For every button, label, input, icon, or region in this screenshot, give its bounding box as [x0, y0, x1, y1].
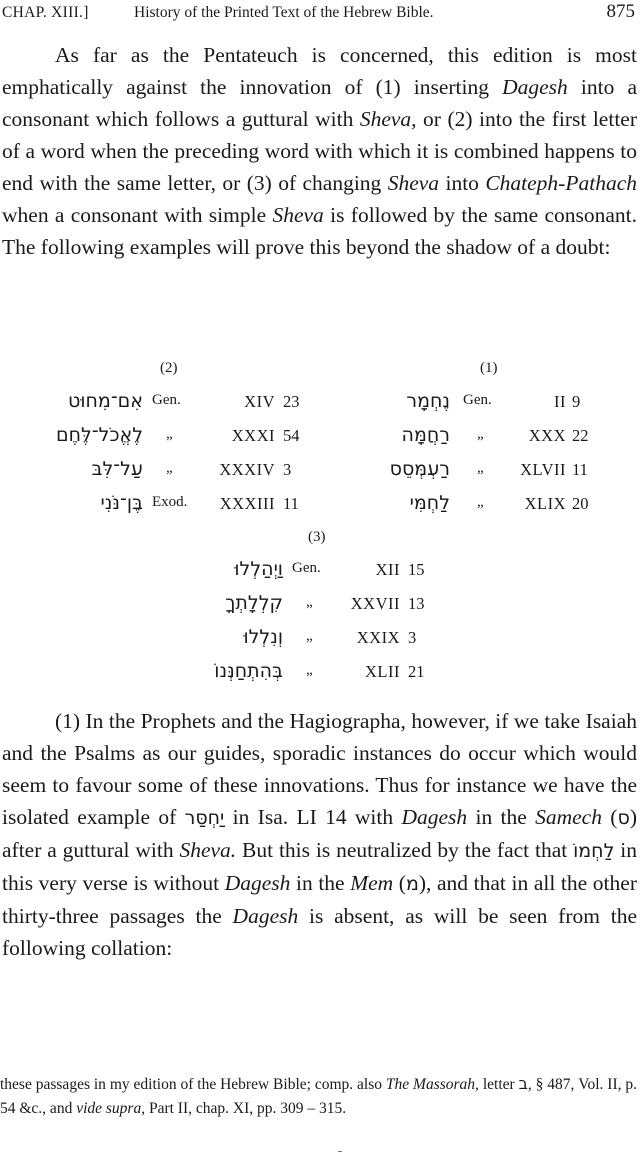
verse-number: 22: [572, 426, 589, 445]
chapter-number: XII: [375, 560, 400, 579]
book-name: „: [306, 594, 313, 610]
hebrew-word: בְּהִתְחַנְּנוֹ: [214, 660, 283, 682]
page-mark: [338, 1151, 342, 1152]
running-title: History of the Printed Text of the Hebrew Bible.: [134, 4, 434, 21]
hebrew-word: בֶּן־נֹּנִי: [100, 492, 143, 514]
hebrew-word: אִם־מִחוּט: [68, 390, 143, 412]
verse-number: 13: [408, 594, 425, 613]
footnote: these passages in my edition of the Hebrew Bible; comp. also The Massorah, letter ב, § 487, Vol. II, p. 54 &c., and vide supra, Part II, chap. XI, pp. 309 – 315.: [0, 1074, 637, 1117]
table-row: [0, 492, 641, 522]
verse-number: 9: [572, 392, 581, 411]
chapter-number: XXIX: [356, 628, 400, 647]
hebrew-word: לַחְמִּי: [409, 492, 450, 514]
chapter-number: XXVII: [350, 594, 400, 613]
chapter-number: XLIX: [524, 494, 566, 513]
chapter-number: XIV: [244, 392, 275, 411]
chapter-number: II: [554, 392, 566, 411]
verse-number: 11: [283, 494, 299, 513]
hebrew-word: רַחֲמָּה: [401, 424, 450, 446]
hebrew-word: וְנִלְלוּ: [243, 626, 283, 648]
chapter-number: XLII: [365, 662, 400, 681]
verse-number: 23: [283, 392, 300, 411]
verse-number: 15: [408, 560, 425, 579]
verse-number: 54: [283, 426, 300, 445]
table-row: [0, 558, 641, 588]
hebrew-word: לֶאֱכֹל־לֶּחֶם: [55, 424, 143, 446]
chapter-number: XXXI: [231, 426, 275, 445]
chapter-number: XLVII: [520, 460, 566, 479]
verse-number: 11: [572, 460, 588, 479]
book-name: „: [166, 426, 173, 442]
table-row: [0, 592, 641, 622]
hebrew-word: נֶחְמָר: [406, 390, 450, 412]
hebrew-word: קִלְלָתְךָ: [225, 592, 283, 614]
book-name: Gen.: [152, 392, 181, 408]
body-paragraph-2: (1) In the Prophets and the Hagiographa, however, if we take Isaiah and the Psalms as our guides, sporadic instances do occur which would seem to favour some of these innovations. Thus for instance we have the isolated example of יַחְסַּר in Isa. LI 14 with Dagesh in the Samech (ס) after a guttural with Sheva. But this is neutralized by the fact that לַחְמוֹ in this very verse is without Dagesh in the Mem (מ), and that in all the other thirty-three passages the Dagesh is absent, as will be seen from the following collation:: [2, 709, 638, 960]
page-number: 875: [606, 1, 635, 22]
group-label-3: (3): [308, 529, 326, 545]
table-row: [0, 660, 641, 690]
chapter-label: CHAP. XIII.]: [2, 4, 89, 21]
book-name: „: [166, 460, 173, 476]
group-label-2: (2): [160, 360, 178, 376]
book-name: Gen.: [292, 560, 321, 576]
book-name: „: [477, 494, 484, 510]
table-row: [0, 424, 641, 454]
verse-number: 3: [283, 460, 292, 479]
book-name: „: [306, 662, 313, 678]
book-name: „: [477, 426, 484, 442]
verse-number: 20: [572, 494, 589, 513]
group-label-1: (1): [480, 360, 498, 376]
hebrew-word: רַעְמְּסֵס: [389, 458, 450, 480]
book-name: Gen.: [463, 392, 492, 408]
chapter-number: XXXIV: [219, 460, 275, 479]
hebrew-word: וַיְהַלְלוּ: [234, 558, 283, 580]
running-header: [2, 1, 635, 28]
table-row: [0, 458, 641, 488]
hebrew-word: עַל־לִּבּ: [91, 458, 143, 480]
table-row: [0, 626, 641, 656]
book-name: „: [477, 460, 484, 476]
chapter-number: XXX: [528, 426, 566, 445]
chapter-number: XXXIII: [219, 494, 275, 513]
body-paragraph-1: As far as the Pentateuch is concerned, this edition is most emphatically against the innovation of (1) inserting Dagesh into a consonant which follows a guttural with Sheva, or (2) into the first letter of a word when the preceding word with which it is combined happens to end with the same letter, or (3) of changing Sheva into Chateph-Pathach when a consonant with simple Sheva is followed by the same consonant. The following examples will prove this beyond the shadow of a doubt:: [2, 43, 638, 259]
table-row: [0, 390, 641, 420]
verse-number: 3: [408, 628, 417, 647]
verse-number: 21: [408, 662, 425, 681]
book-name: „: [306, 628, 313, 644]
book-name: Exod.: [152, 494, 188, 510]
